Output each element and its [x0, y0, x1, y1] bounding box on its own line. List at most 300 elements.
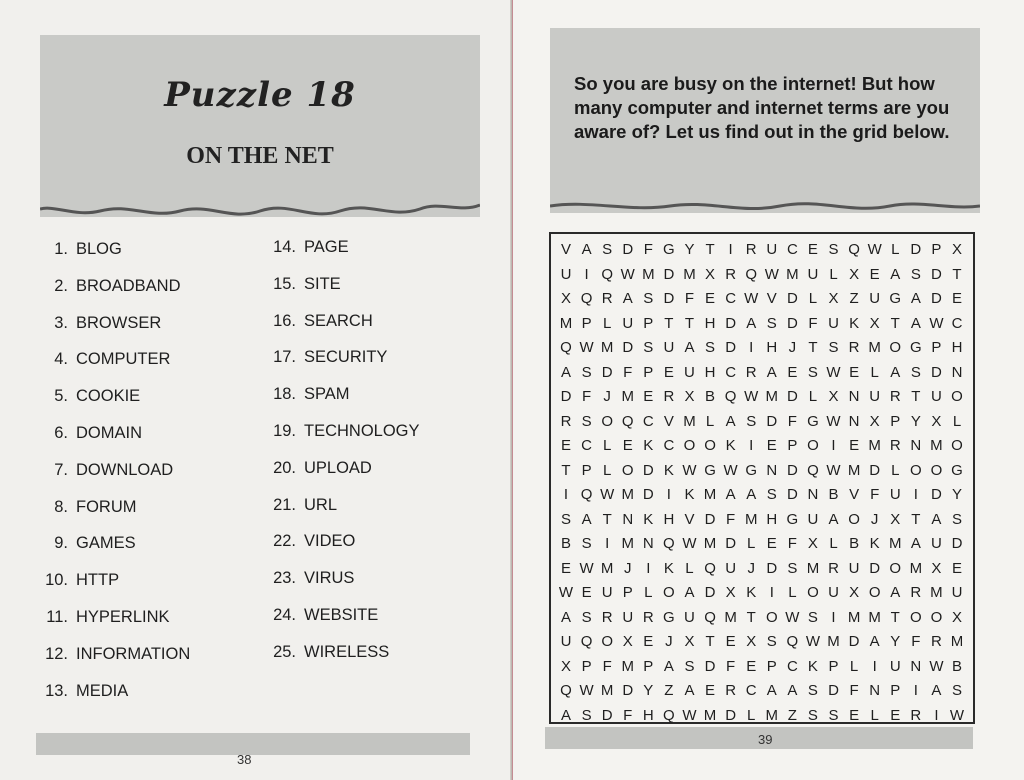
grid-letter[interactable]: Q: [786, 633, 799, 650]
grid-letter[interactable]: X: [849, 265, 860, 283]
grid-letter[interactable]: M: [868, 608, 881, 626]
grid-letter[interactable]: O: [807, 437, 819, 454]
grid-letter[interactable]: U: [930, 388, 942, 405]
grid-letter[interactable]: T: [808, 339, 818, 356]
grid-letter[interactable]: O: [683, 437, 696, 454]
grid-letter[interactable]: L: [870, 706, 879, 724]
grid-letter[interactable]: L: [747, 706, 756, 724]
grid-letter[interactable]: X: [828, 290, 839, 307]
grid-letter[interactable]: W: [867, 241, 882, 258]
grid-letter[interactable]: S: [807, 363, 818, 381]
grid-letter[interactable]: H: [766, 510, 778, 528]
grid-letter[interactable]: D: [704, 510, 716, 528]
grid-letter[interactable]: S: [807, 608, 818, 626]
grid-letter[interactable]: L: [829, 265, 838, 283]
grid-letter[interactable]: M: [868, 437, 881, 454]
grid-letter[interactable]: S: [705, 339, 716, 356]
grid-letter[interactable]: U: [560, 633, 572, 650]
grid-letter[interactable]: M: [786, 265, 799, 283]
grid-letter[interactable]: S: [581, 535, 592, 552]
grid-letter[interactable]: T: [705, 633, 715, 650]
grid-letter[interactable]: M: [847, 608, 861, 626]
grid-letter[interactable]: O: [868, 584, 881, 601]
grid-letter[interactable]: I: [584, 265, 589, 283]
grid-letter[interactable]: O: [704, 437, 716, 454]
grid-letter[interactable]: T: [911, 388, 921, 405]
grid-letter[interactable]: I: [728, 241, 733, 258]
grid-letter[interactable]: S: [807, 706, 818, 724]
grid-letter[interactable]: O: [807, 584, 819, 601]
grid-letter[interactable]: N: [766, 461, 778, 479]
grid-letter[interactable]: R: [725, 682, 737, 699]
grid-letter[interactable]: O: [909, 608, 922, 626]
grid-letter[interactable]: S: [602, 241, 613, 258]
grid-letter[interactable]: D: [766, 412, 778, 430]
grid-letter[interactable]: K: [869, 535, 880, 552]
grid-letter[interactable]: T: [911, 510, 921, 528]
grid-letter[interactable]: K: [807, 657, 818, 675]
grid-letter[interactable]: S: [828, 241, 839, 258]
grid-letter[interactable]: R: [889, 388, 901, 405]
grid-letter[interactable]: Q: [807, 461, 819, 479]
grid-letter[interactable]: M: [765, 388, 779, 405]
grid-letter[interactable]: K: [684, 486, 695, 503]
grid-letter[interactable]: V: [849, 486, 860, 503]
grid-letter[interactable]: Q: [704, 608, 716, 626]
grid-letter[interactable]: S: [684, 657, 695, 675]
grid-letter[interactable]: I: [913, 682, 918, 699]
grid-letter[interactable]: W: [929, 314, 944, 332]
grid-letter[interactable]: S: [581, 412, 592, 430]
grid-letter[interactable]: A: [725, 486, 736, 503]
grid-letter[interactable]: P: [622, 584, 633, 601]
grid-letter[interactable]: F: [911, 633, 921, 650]
grid-letter[interactable]: E: [581, 584, 592, 601]
grid-letter[interactable]: V: [684, 510, 695, 528]
grid-letter[interactable]: A: [910, 314, 921, 332]
grid-letter[interactable]: B: [705, 388, 716, 405]
grid-letter[interactable]: U: [601, 584, 613, 601]
grid-letter[interactable]: E: [663, 363, 674, 381]
grid-letter[interactable]: P: [643, 363, 654, 381]
grid-letter[interactable]: X: [951, 241, 962, 258]
grid-letter[interactable]: C: [951, 314, 963, 332]
grid-letter[interactable]: I: [934, 706, 939, 724]
grid-letter[interactable]: W: [949, 706, 965, 724]
grid-letter[interactable]: R: [560, 412, 572, 430]
grid-letter[interactable]: M: [600, 339, 614, 356]
grid-letter[interactable]: G: [704, 461, 716, 479]
grid-letter[interactable]: Q: [621, 412, 634, 430]
grid-letter[interactable]: E: [643, 388, 654, 405]
grid-letter[interactable]: M: [683, 412, 696, 430]
grid-letter[interactable]: I: [872, 657, 877, 675]
grid-letter[interactable]: C: [642, 412, 654, 430]
grid-letter[interactable]: A: [622, 290, 633, 307]
grid-letter[interactable]: A: [766, 363, 777, 381]
grid-letter[interactable]: K: [643, 510, 654, 528]
grid-letter[interactable]: M: [703, 486, 717, 503]
grid-letter[interactable]: L: [891, 241, 900, 258]
grid-letter[interactable]: L: [808, 388, 818, 405]
grid-letter[interactable]: U: [930, 535, 942, 552]
grid-letter[interactable]: O: [601, 633, 613, 650]
grid-letter[interactable]: C: [786, 657, 798, 675]
grid-letter[interactable]: W: [744, 290, 759, 307]
grid-letter[interactable]: D: [622, 682, 634, 699]
grid-letter[interactable]: F: [787, 412, 797, 430]
grid-letter[interactable]: U: [622, 314, 634, 332]
grid-letter[interactable]: T: [684, 314, 695, 332]
grid-letter[interactable]: U: [684, 363, 695, 381]
grid-letter[interactable]: U: [560, 265, 572, 283]
grid-letter[interactable]: N: [910, 657, 922, 675]
grid-letter[interactable]: A: [581, 241, 592, 258]
grid-letter[interactable]: H: [704, 363, 716, 381]
grid-letter[interactable]: D: [930, 265, 942, 283]
grid-letter[interactable]: U: [869, 388, 881, 405]
grid-letter[interactable]: D: [910, 241, 922, 258]
grid-letter[interactable]: R: [642, 608, 654, 626]
grid-letter[interactable]: M: [889, 535, 902, 552]
grid-letter[interactable]: A: [931, 682, 942, 699]
grid-letter[interactable]: W: [600, 486, 615, 503]
grid-letter[interactable]: P: [643, 657, 654, 675]
grid-letter[interactable]: L: [705, 412, 715, 430]
grid-letter[interactable]: R: [663, 388, 675, 405]
grid-letter[interactable]: E: [705, 682, 716, 699]
grid-letter[interactable]: K: [643, 437, 654, 454]
grid-letter[interactable]: X: [560, 290, 571, 307]
grid-letter[interactable]: J: [623, 559, 632, 577]
grid-letter[interactable]: W: [929, 657, 944, 675]
grid-letter[interactable]: A: [828, 510, 839, 528]
grid-letter[interactable]: O: [951, 388, 963, 405]
grid-letter[interactable]: P: [931, 339, 942, 356]
grid-letter[interactable]: A: [869, 633, 880, 650]
grid-letter[interactable]: T: [705, 241, 715, 258]
grid-letter[interactable]: M: [621, 657, 634, 675]
grid-letter[interactable]: M: [744, 510, 758, 528]
grid-letter[interactable]: M: [683, 265, 696, 283]
grid-letter[interactable]: Q: [580, 633, 593, 650]
grid-letter[interactable]: E: [787, 363, 798, 381]
grid-letter[interactable]: U: [766, 241, 778, 258]
grid-letter[interactable]: D: [930, 363, 942, 381]
grid-letter[interactable]: S: [766, 633, 777, 650]
grid-letter[interactable]: Y: [890, 633, 901, 650]
grid-letter[interactable]: Y: [910, 412, 921, 430]
grid-letter[interactable]: Y: [643, 682, 654, 699]
grid-letter[interactable]: H: [663, 510, 675, 528]
grid-letter[interactable]: X: [951, 608, 962, 626]
grid-letter[interactable]: I: [666, 486, 671, 503]
grid-letter[interactable]: N: [910, 437, 922, 454]
grid-letter[interactable]: U: [828, 314, 839, 332]
grid-letter[interactable]: D: [622, 339, 634, 356]
grid-letter[interactable]: V: [766, 290, 777, 307]
grid-letter[interactable]: N: [869, 682, 881, 699]
grid-letter[interactable]: D: [663, 290, 675, 307]
grid-letter[interactable]: F: [602, 657, 612, 675]
grid-letter[interactable]: S: [581, 363, 592, 381]
grid-letter[interactable]: M: [703, 535, 717, 552]
grid-letter[interactable]: M: [621, 388, 634, 405]
grid-letter[interactable]: X: [890, 510, 901, 528]
grid-letter[interactable]: E: [705, 290, 716, 307]
grid-letter[interactable]: L: [602, 314, 612, 332]
grid-letter[interactable]: A: [890, 265, 901, 283]
grid-letter[interactable]: I: [831, 437, 836, 454]
grid-letter[interactable]: X: [560, 657, 571, 675]
grid-letter[interactable]: T: [890, 608, 900, 626]
grid-letter[interactable]: W: [826, 363, 841, 381]
grid-letter[interactable]: P: [828, 657, 839, 675]
grid-letter[interactable]: B: [849, 535, 860, 552]
grid-letter[interactable]: K: [725, 437, 736, 454]
grid-letter[interactable]: B: [560, 535, 571, 552]
grid-letter[interactable]: F: [623, 706, 633, 724]
grid-letter[interactable]: F: [787, 535, 797, 552]
grid-letter[interactable]: W: [579, 559, 594, 577]
grid-letter[interactable]: G: [663, 608, 675, 626]
grid-letter[interactable]: U: [807, 510, 819, 528]
grid-letter[interactable]: I: [563, 486, 569, 503]
grid-letter[interactable]: P: [643, 314, 654, 332]
grid-letter[interactable]: E: [560, 559, 571, 577]
grid-letter[interactable]: M: [950, 633, 964, 650]
grid-letter[interactable]: U: [889, 657, 901, 675]
grid-letter[interactable]: D: [786, 290, 798, 307]
grid-letter[interactable]: G: [889, 290, 902, 307]
grid-letter[interactable]: A: [663, 657, 674, 675]
grid-letter[interactable]: G: [786, 510, 799, 528]
grid-letter[interactable]: A: [725, 412, 736, 430]
grid-letter[interactable]: M: [909, 559, 923, 577]
grid-letter[interactable]: Y: [684, 241, 695, 258]
grid-letter[interactable]: X: [622, 633, 633, 650]
grid-letter[interactable]: S: [828, 339, 839, 356]
grid-letter[interactable]: Q: [560, 682, 572, 699]
grid-letter[interactable]: S: [746, 412, 757, 430]
grid-letter[interactable]: S: [807, 682, 818, 699]
grid-letter[interactable]: S: [766, 314, 777, 332]
grid-letter[interactable]: S: [643, 290, 654, 307]
grid-letter[interactable]: S: [787, 559, 798, 577]
grid-letter[interactable]: A: [684, 682, 695, 699]
grid-letter[interactable]: A: [766, 682, 777, 699]
grid-letter[interactable]: P: [890, 412, 901, 430]
grid-letter[interactable]: A: [581, 510, 592, 528]
grid-letter[interactable]: X: [931, 559, 942, 577]
grid-letter[interactable]: A: [684, 584, 695, 601]
grid-letter[interactable]: B: [828, 486, 839, 503]
grid-letter[interactable]: W: [579, 682, 594, 699]
grid-letter[interactable]: Z: [849, 290, 859, 307]
grid-letter[interactable]: D: [930, 290, 942, 307]
grid-letter[interactable]: L: [952, 412, 962, 430]
grid-letter[interactable]: T: [952, 265, 962, 283]
grid-letter[interactable]: M: [559, 314, 573, 332]
grid-letter[interactable]: F: [726, 657, 736, 675]
grid-letter[interactable]: W: [682, 461, 697, 479]
grid-letter[interactable]: O: [765, 608, 778, 626]
grid-letter[interactable]: O: [621, 461, 634, 479]
grid-letter[interactable]: O: [889, 339, 902, 356]
grid-letter[interactable]: Q: [580, 290, 593, 307]
grid-letter[interactable]: P: [766, 657, 777, 675]
grid-letter[interactable]: Q: [601, 265, 613, 283]
grid-letter[interactable]: C: [786, 241, 798, 258]
grid-letter[interactable]: T: [664, 314, 674, 332]
grid-letter[interactable]: D: [786, 486, 798, 503]
grid-letter[interactable]: S: [581, 706, 592, 724]
grid-letter[interactable]: S: [910, 363, 921, 381]
grid-letter[interactable]: O: [848, 510, 860, 528]
grid-letter[interactable]: H: [951, 339, 963, 356]
grid-letter[interactable]: J: [788, 339, 797, 356]
grid-letter[interactable]: L: [788, 584, 797, 601]
grid-letter[interactable]: M: [621, 535, 634, 552]
grid-letter[interactable]: A: [910, 290, 921, 307]
grid-letter[interactable]: R: [601, 608, 613, 626]
grid-letter[interactable]: R: [828, 559, 839, 577]
grid-letter[interactable]: H: [766, 339, 778, 356]
grid-letter[interactable]: U: [663, 339, 675, 356]
grid-letter[interactable]: R: [725, 265, 737, 283]
grid-letter[interactable]: A: [560, 363, 571, 381]
grid-letter[interactable]: D: [930, 486, 942, 503]
grid-letter[interactable]: N: [951, 363, 963, 381]
grid-letter[interactable]: Q: [580, 486, 593, 503]
grid-letter[interactable]: F: [726, 510, 736, 528]
grid-letter[interactable]: X: [828, 388, 839, 405]
grid-letter[interactable]: W: [744, 388, 759, 405]
grid-letter[interactable]: D: [642, 461, 654, 479]
grid-letter[interactable]: L: [891, 461, 900, 479]
grid-letter[interactable]: M: [724, 608, 737, 626]
grid-letter[interactable]: K: [746, 584, 757, 601]
grid-letter[interactable]: M: [827, 633, 840, 650]
grid-letter[interactable]: V: [560, 241, 571, 258]
grid-letter[interactable]: A: [890, 363, 901, 381]
grid-letter[interactable]: G: [745, 461, 758, 479]
grid-letter[interactable]: L: [644, 584, 653, 601]
grid-letter[interactable]: X: [931, 412, 942, 430]
grid-letter[interactable]: E: [869, 265, 880, 283]
grid-letter[interactable]: Q: [745, 265, 758, 283]
grid-letter[interactable]: N: [642, 535, 654, 552]
grid-letter[interactable]: X: [725, 584, 736, 601]
grid-letter[interactable]: D: [725, 339, 737, 356]
grid-letter[interactable]: S: [766, 486, 777, 503]
grid-letter[interactable]: L: [685, 559, 694, 577]
grid-letter[interactable]: U: [684, 608, 695, 626]
grid-letter[interactable]: A: [560, 706, 571, 724]
grid-letter[interactable]: W: [682, 706, 697, 724]
grid-letter[interactable]: O: [951, 437, 963, 454]
grid-letter[interactable]: D: [725, 314, 737, 332]
grid-letter[interactable]: X: [869, 412, 880, 430]
grid-letter[interactable]: S: [828, 706, 839, 724]
grid-letter[interactable]: M: [642, 265, 655, 283]
grid-letter[interactable]: X: [869, 314, 880, 332]
grid-letter[interactable]: D: [869, 559, 881, 577]
grid-letter[interactable]: E: [766, 437, 777, 454]
grid-letter[interactable]: A: [910, 535, 921, 552]
grid-letter[interactable]: I: [831, 608, 836, 626]
grid-letter[interactable]: L: [602, 437, 612, 454]
grid-letter[interactable]: K: [663, 559, 674, 577]
grid-letter[interactable]: C: [745, 682, 757, 699]
grid-letter[interactable]: P: [581, 314, 592, 332]
grid-letter[interactable]: E: [849, 437, 860, 454]
grid-letter[interactable]: G: [663, 241, 675, 258]
grid-letter[interactable]: R: [848, 339, 860, 356]
grid-letter[interactable]: T: [746, 608, 756, 626]
grid-letter[interactable]: M: [806, 559, 820, 577]
grid-letter[interactable]: D: [560, 388, 572, 405]
grid-letter[interactable]: O: [930, 608, 943, 626]
grid-letter[interactable]: E: [951, 290, 962, 307]
grid-letter[interactable]: L: [602, 461, 612, 479]
grid-letter[interactable]: C: [581, 437, 592, 454]
grid-letter[interactable]: P: [581, 657, 592, 675]
grid-letter[interactable]: J: [603, 388, 611, 405]
grid-letter[interactable]: W: [723, 461, 738, 479]
grid-letter[interactable]: D: [766, 559, 778, 577]
grid-letter[interactable]: X: [746, 633, 757, 650]
grid-letter[interactable]: D: [704, 584, 716, 601]
grid-letter[interactable]: Q: [704, 559, 716, 577]
grid-letter[interactable]: I: [646, 559, 651, 577]
grid-letter[interactable]: Z: [664, 682, 674, 699]
grid-letter[interactable]: B: [951, 657, 962, 675]
grid-letter[interactable]: V: [663, 412, 674, 430]
grid-letter[interactable]: N: [622, 510, 634, 528]
grid-letter[interactable]: D: [642, 486, 654, 503]
grid-letter[interactable]: D: [663, 265, 675, 283]
grid-letter[interactable]: K: [663, 461, 674, 479]
grid-letter[interactable]: W: [764, 265, 779, 283]
grid-letter[interactable]: R: [889, 437, 901, 454]
grid-letter[interactable]: R: [745, 363, 757, 381]
grid-letter[interactable]: S: [643, 339, 654, 356]
grid-letter[interactable]: N: [848, 412, 860, 430]
grid-letter[interactable]: U: [725, 559, 737, 577]
grid-letter[interactable]: D: [601, 706, 613, 724]
grid-letter[interactable]: O: [663, 584, 675, 601]
grid-letter[interactable]: E: [890, 706, 901, 724]
grid-letter[interactable]: I: [749, 339, 754, 356]
grid-letter[interactable]: P: [787, 437, 798, 454]
grid-letter[interactable]: T: [561, 461, 571, 479]
grid-letter[interactable]: T: [602, 510, 612, 528]
grid-letter[interactable]: E: [746, 657, 757, 675]
grid-letter[interactable]: X: [849, 584, 860, 601]
grid-letter[interactable]: D: [848, 633, 860, 650]
grid-letter[interactable]: T: [890, 314, 900, 332]
grid-letter[interactable]: R: [930, 633, 942, 650]
grid-letter[interactable]: Q: [724, 388, 737, 405]
grid-letter[interactable]: D: [828, 682, 839, 699]
grid-letter[interactable]: S: [910, 265, 921, 283]
grid-letter[interactable]: X: [684, 388, 695, 405]
grid-letter[interactable]: U: [622, 608, 634, 626]
grid-letter[interactable]: L: [870, 363, 879, 381]
grid-letter[interactable]: O: [601, 412, 613, 430]
grid-letter[interactable]: W: [579, 339, 594, 356]
